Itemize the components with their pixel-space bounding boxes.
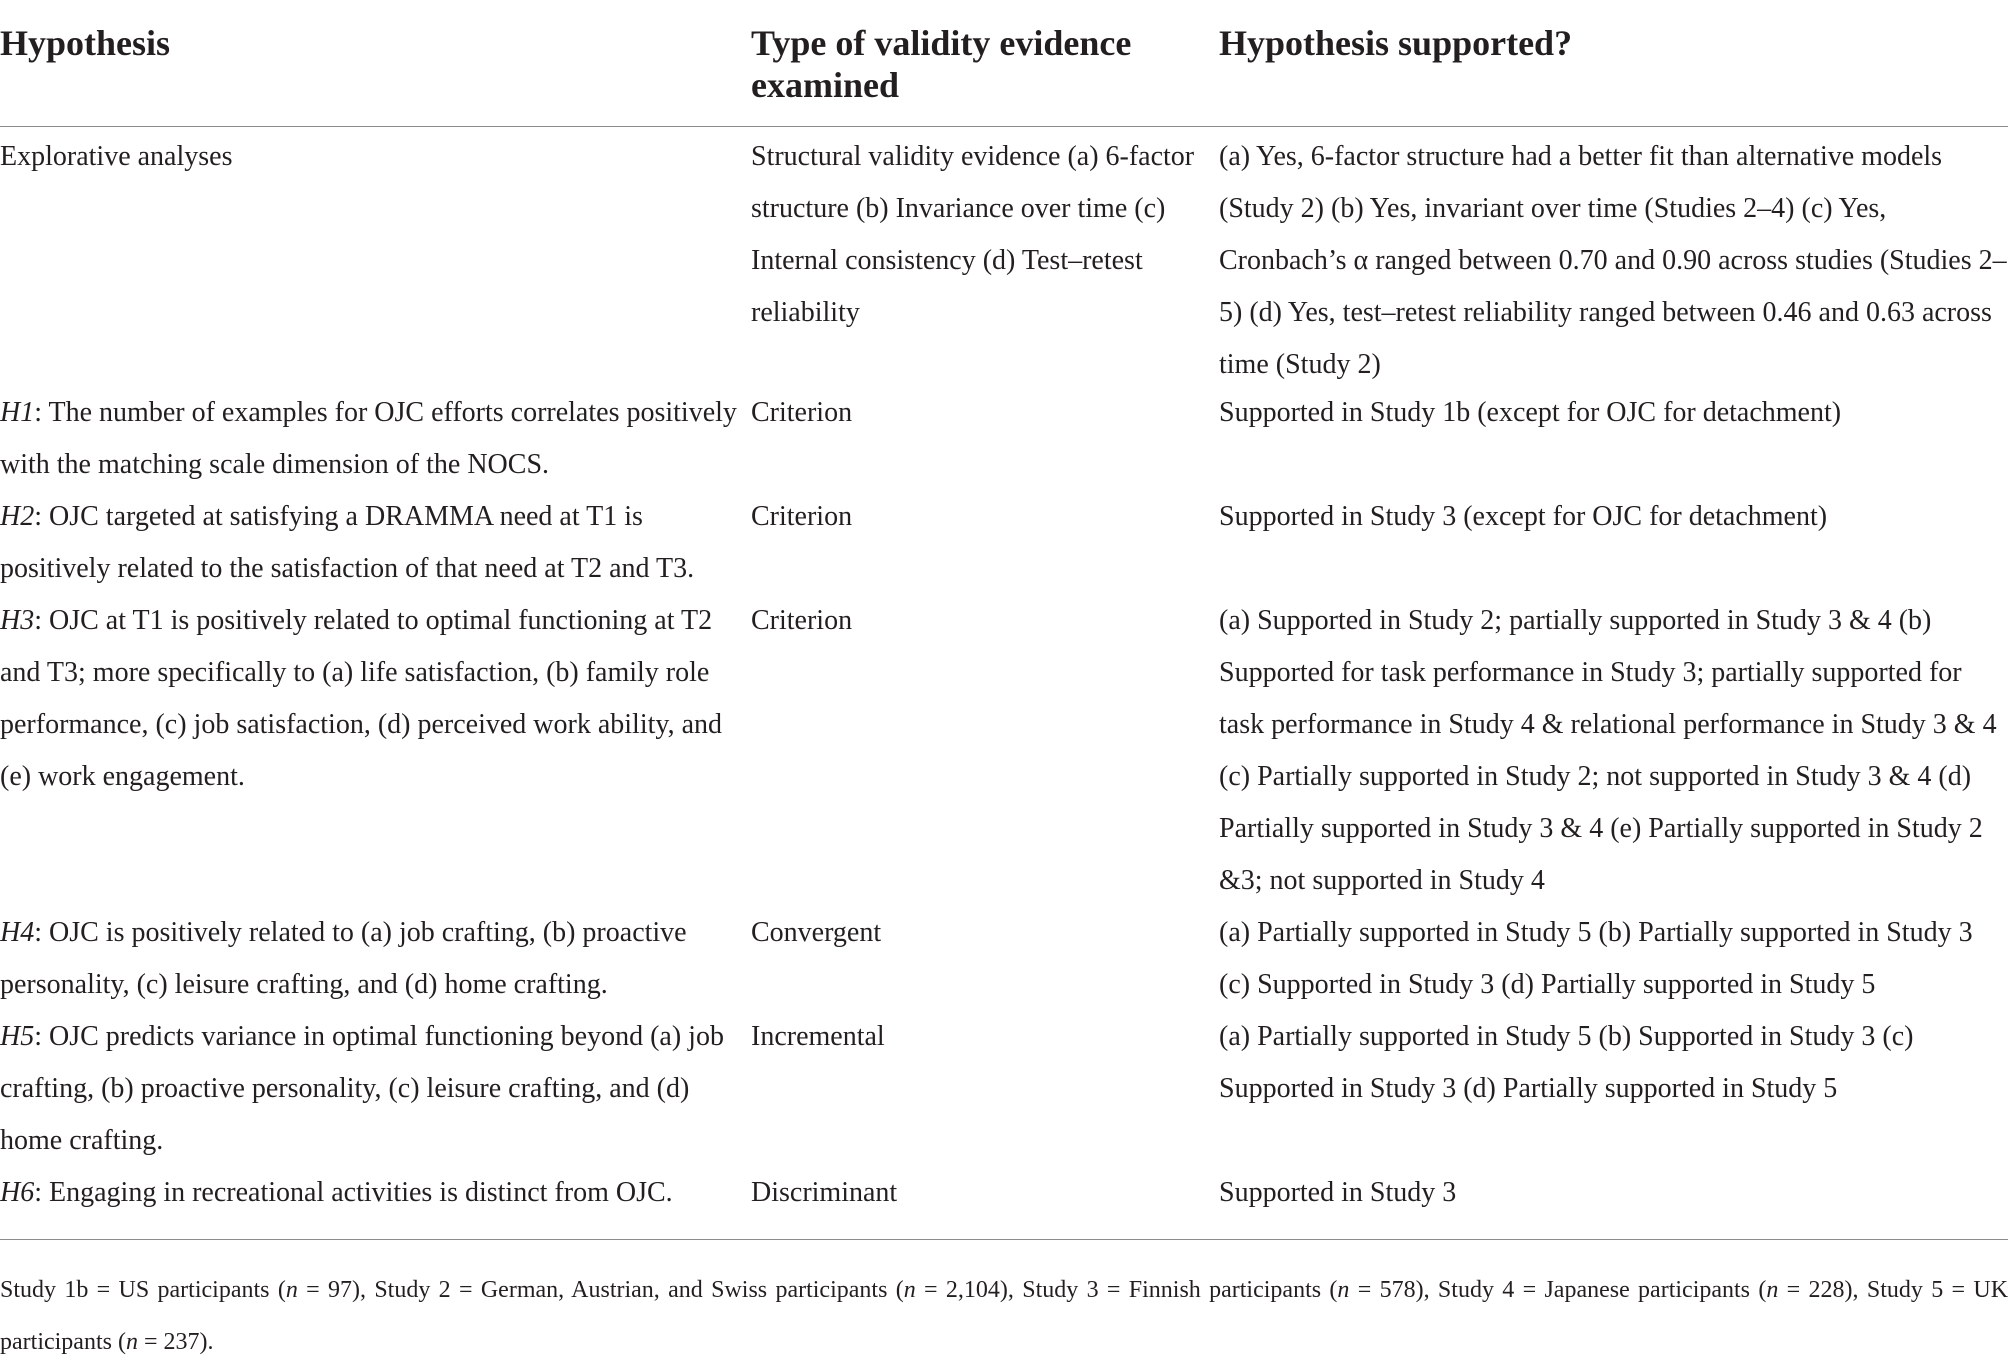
validity-cell: Criterion xyxy=(751,501,853,532)
hypothesis-label: H2 xyxy=(0,501,35,532)
validity-cell: Structural validity evidence (a) 6-factor structure (b) Invariance over time (c) Internal consistency (d) Test–retest reliability xyxy=(751,141,1195,328)
hypothesis-cell: H2: OJC targeted at satisfying a DRAMMA need at T1 is positively related to the satisfaction of that need at T2 and T3. xyxy=(0,501,695,584)
supported-cell: (a) Yes, 6-factor structure had a better fit than alternative models (Study 2) (b) Yes, invariant over time (Studies 2–4) (c) Yes, Cronbach’s α ranged between 0.70 and 0.90 across studies (Studies 2–5) (d) Yes, test–retest reliability ranged between 0.46 and 0.63 across time (Study 2) xyxy=(1219,141,2007,380)
hypothesis-label: H4 xyxy=(0,917,35,948)
hypothesis-label: H6 xyxy=(0,1177,35,1208)
supported-cell: Supported in Study 3 xyxy=(1219,1177,1457,1208)
table-row xyxy=(0,1011,2008,1167)
validity-cell: Discriminant xyxy=(751,1177,898,1208)
table-bottom-rule xyxy=(0,1239,2008,1240)
header-validity: Type of validity evidence examined xyxy=(751,23,1132,105)
hypothesis-label: H5 xyxy=(0,1021,35,1052)
hypothesis-cell: Explorative analyses xyxy=(0,141,233,172)
table-row xyxy=(0,491,2008,595)
validity-cell: Criterion xyxy=(751,397,853,428)
table-header xyxy=(0,0,2008,127)
supported-cell: Supported in Study 3 (except for OJC for detachment) xyxy=(1219,501,1828,532)
table-row xyxy=(0,595,2008,907)
validity-cell: Convergent xyxy=(751,917,882,948)
table-footnote: Study 1b = US participants (n = 97), Study 2 = German, Austrian, and Swiss participants (n = 2,104), Study 3 = Finnish participants (n = 578), Study 4 = Japanese participants (n = 228), Study 5 = UK participants (n = 237). xyxy=(0,1277,2008,1355)
supported-cell: Supported in Study 1b (except for OJC for detachment) xyxy=(1219,397,1842,428)
table-row xyxy=(0,387,2008,491)
supported-cell: (a) Supported in Study 2; partially supported in Study 3 & 4 (b) Supported for task performance in Study 3; partially supported for task performance in Study 4 & relational performance in Study 3 & 4 (c) Partially supported in Study 2; not supported in Study 3 & 4 (d) Partially supported in Study 3 & 4 (e) Partially supported in Study 2 &3; not supported in Study 4 xyxy=(1219,605,1997,896)
hypothesis-cell: H6: Engaging in recreational activities is distinct from OJC. xyxy=(0,1177,673,1208)
hypothesis-cell: H4: OJC is positively related to (a) job crafting, (b) proactive personality, (c) leisure crafting, and (d) home crafting. xyxy=(0,917,687,1000)
table-row xyxy=(0,1167,2008,1219)
hypothesis-cell: H1: The number of examples for OJC efforts correlates positively with the matching scale dimension of the NOCS. xyxy=(0,397,737,480)
hypothesis-label: H3 xyxy=(0,605,35,636)
hypothesis-label: H1 xyxy=(0,397,35,428)
table-row xyxy=(0,907,2008,1011)
header-supported: Hypothesis supported? xyxy=(1219,23,1573,63)
supported-cell: (a) Partially supported in Study 5 (b) Partially supported in Study 3 (c) Supported in Study 3 (d) Partially supported in Study 5 xyxy=(1219,917,1973,1000)
hypothesis-cell: H5: OJC predicts variance in optimal functioning beyond (a) job crafting, (b) proactive personality, (c) leisure crafting, and (d) home crafting. xyxy=(0,1021,724,1156)
header-hypothesis: Hypothesis xyxy=(0,23,171,63)
validity-cell: Criterion xyxy=(751,605,853,636)
hypothesis-cell: H3: OJC at T1 is positively related to optimal functioning at T2 and T3; more specifically to (a) life satisfaction, (b) family role performance, (c) job satisfaction, (d) perceived work ability, and (e) work engagement. xyxy=(0,605,722,792)
validity-cell: Incremental xyxy=(751,1021,885,1052)
supported-cell: (a) Partially supported in Study 5 (b) Supported in Study 3 (c) Supported in Study 3 (d) Partially supported in Study 5 xyxy=(1219,1021,1914,1104)
